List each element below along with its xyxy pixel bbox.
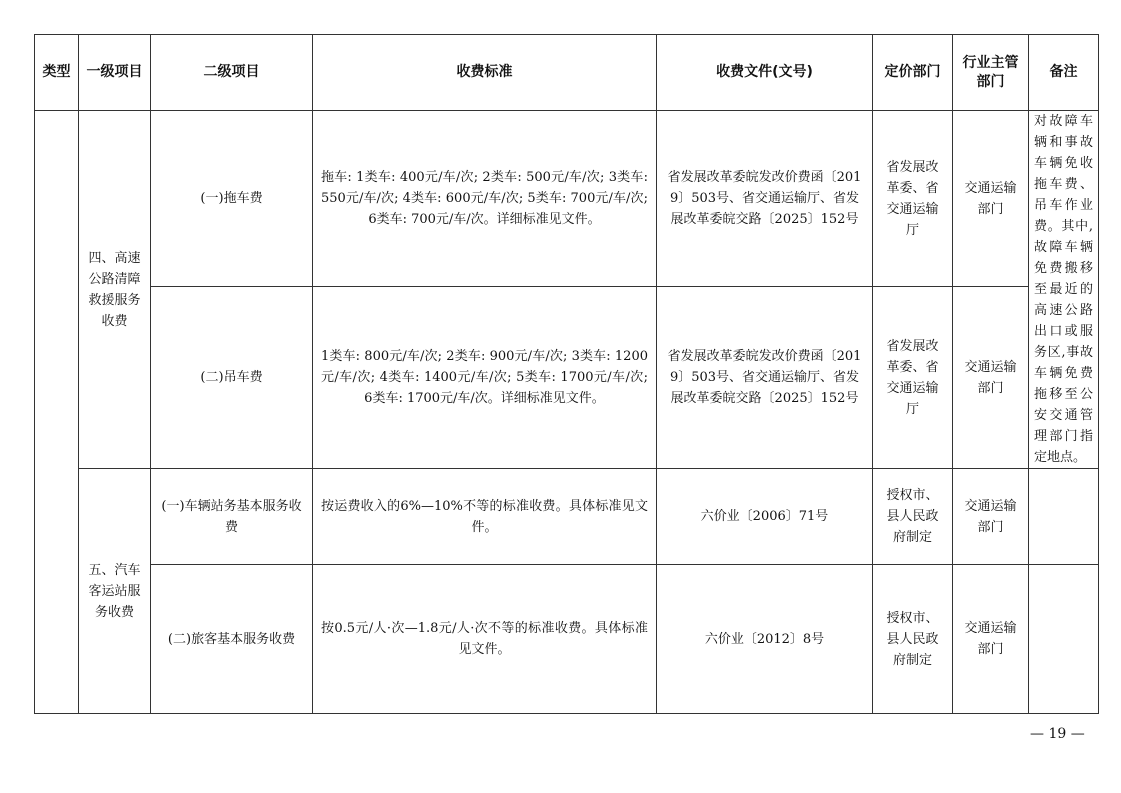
pricing-dept-cell: 授权市、县人民政府制定: [873, 469, 953, 565]
table-row: [35, 469, 1099, 565]
header-document: 收费文件(文号): [657, 35, 873, 111]
standard-cell: 1类车: 800元/车/次; 2类车: 900元/车/次; 3类车: 1200元/车/次; 4类车: 1400元/车/次; 5类车: 1700元/车/次; 6类车: 1700元/车/次。详细标准见文件。: [313, 287, 657, 469]
level2-cell: (一)拖车费: [151, 111, 313, 287]
level2-cell: (二)吊车费: [151, 287, 313, 469]
table-row: [35, 287, 1099, 469]
header-level2: 二级项目: [151, 35, 313, 111]
header-pricing-dept: 定价部门: [873, 35, 953, 111]
industry-dept-cell: 交通运输部门: [953, 565, 1029, 714]
header-type: 类型: [35, 35, 79, 111]
header-remark: 备注: [1029, 35, 1099, 111]
type-cell: [35, 111, 79, 714]
level1-cell: 四、高速公路清障救援服务收费: [79, 111, 151, 469]
page-number: — 19 —: [1030, 726, 1085, 742]
header-industry-dept: 行业主管部门: [953, 35, 1029, 111]
standard-cell: 按运费收入的6%—10%不等的标准收费。具体标准见文件。: [313, 469, 657, 565]
industry-dept-cell: 交通运输部门: [953, 287, 1029, 469]
document-cell: 省发展改革委皖发改价费函〔2019〕503号、省交通运输厅、省发展改革委皖交路〔2025〕152号: [657, 111, 873, 287]
header-level1: 一级项目: [79, 35, 151, 111]
level2-cell: (二)旅客基本服务收费: [151, 565, 313, 714]
fee-table: [34, 34, 1099, 714]
pricing-dept-cell: 省发展改革委、省交通运输厅: [873, 111, 953, 287]
document-cell: 六价业〔2006〕71号: [657, 469, 873, 565]
level2-cell: (一)车辆站务基本服务收费: [151, 469, 313, 565]
pricing-dept-cell: 授权市、县人民政府制定: [873, 565, 953, 714]
document-cell: 六价业〔2012〕8号: [657, 565, 873, 714]
table-row: [35, 111, 1099, 287]
table-header-row: [35, 35, 1099, 111]
header-standard: 收费标准: [313, 35, 657, 111]
industry-dept-cell: 交通运输部门: [953, 469, 1029, 565]
pricing-dept-cell: 省发展改革委、省交通运输厅: [873, 287, 953, 469]
table-row: [35, 565, 1099, 714]
standard-cell: 按0.5元/人·次—1.8元/人·次不等的标准收费。具体标准见文件。: [313, 565, 657, 714]
remark-cell: [1029, 565, 1099, 714]
document-cell: 省发展改革委皖发改价费函〔2019〕503号、省交通运输厅、省发展改革委皖交路〔2025〕152号: [657, 287, 873, 469]
remark-cell: 对故障车辆和事故车辆免收拖车费、吊车作业费。其中,故障车辆免费搬移至最近的高速公路出口或服务区,事故车辆免费拖移至公安交通管理部门指定地点。: [1029, 111, 1099, 469]
industry-dept-cell: 交通运输部门: [953, 111, 1029, 287]
standard-cell: 拖车: 1类车: 400元/车/次; 2类车: 500元/车/次; 3类车: 550元/车/次; 4类车: 600元/车/次; 5类车: 700元/车/次; 6类车: 700元/车/次。详细标准见文件。: [313, 111, 657, 287]
level1-cell: 五、汽车客运站服务收费: [79, 469, 151, 714]
remark-cell: [1029, 469, 1099, 565]
